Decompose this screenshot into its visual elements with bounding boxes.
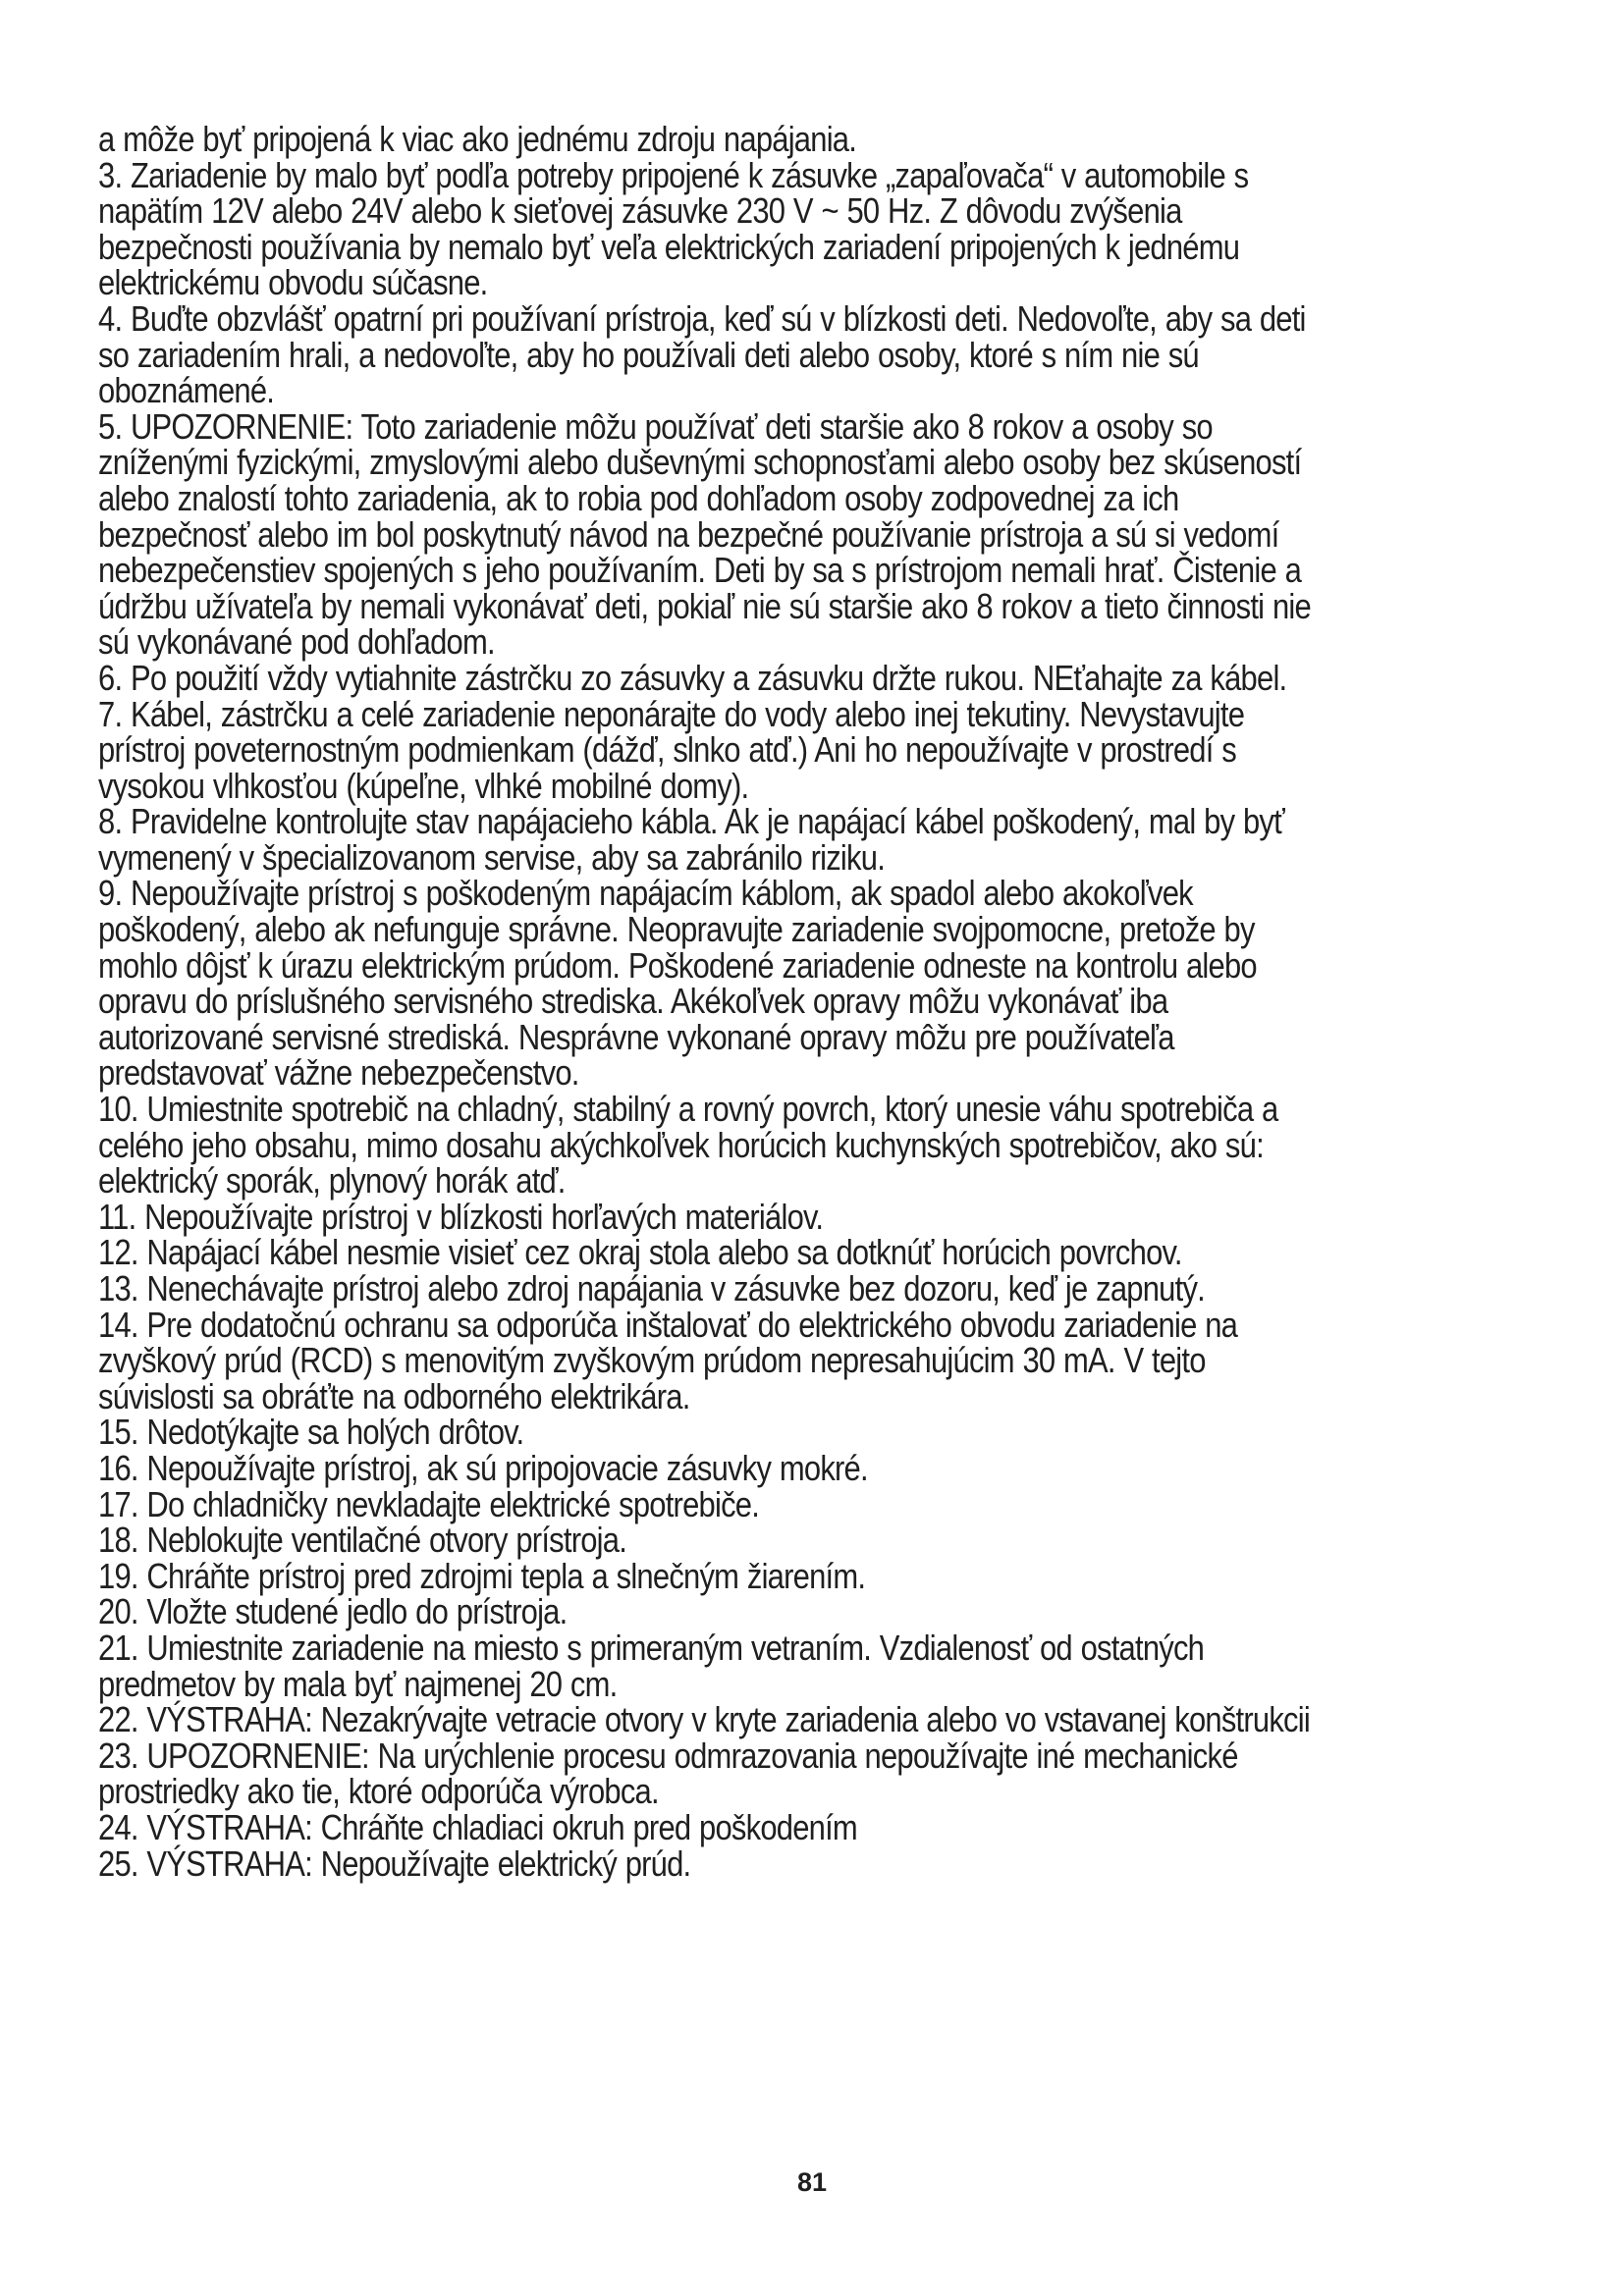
instruction-item-6: 6. Po použití vždy vytiahnite zástrčku zo zásuvky a zásuvku držte rukou. NEťahajte za kábel. bbox=[98, 657, 1287, 698]
instruction-item-4: 4. Buďte obzvlášť opatrní pri používaní prístroja, keď sú v blízkosti deti. Nedovoľte, aby sa deti so zariadením hrali, a nedovoľte, aby ho používali deti alebo osoby, ktoré s ním nie sú oboznámené. bbox=[98, 297, 1306, 411]
instruction-item-25: 25. VÝSTRAHA: Nepoužívajte elektrický prúd. bbox=[98, 1842, 691, 1884]
instruction-item-24: 24. VÝSTRAHA: Chráňte chladiaci okruh pred poškodením bbox=[98, 1806, 857, 1847]
instruction-item-12: 12. Napájací kábel nesmie visieť cez okraj stola alebo sa dotknúť horúcich povrchov. bbox=[98, 1232, 1182, 1273]
instructions-text-block bbox=[98, 119, 1314, 1884]
instruction-item-21: 21. Umiestnite zariadenie na miesto s primeraným vetraním. Vzdialenosť od ostatných predmetov by mala byť najmenej 20 cm. bbox=[98, 1627, 1205, 1704]
paragraph-continuation: a môže byť pripojená k viac ako jednému zdroju napájania. bbox=[98, 119, 857, 159]
instruction-item-23: 23. UPOZORNENIE: Na urýchlenie procesu odmrazovania nepoužívajte iné mechanické prostriedky ako tie, ktoré odporúča výrobca. bbox=[98, 1735, 1238, 1812]
instruction-item-8: 8. Pravidelne kontrolujte stav napájacieho kábla. Ak je napájací kábel poškodený, mal by byť vymenený v špecializovanom servise, aby sa zabránilo riziku. bbox=[98, 801, 1284, 878]
instruction-item-11: 11. Nepoužívajte prístroj v blízkosti horľavých materiálov. bbox=[98, 1196, 824, 1237]
instruction-item-9: 9. Nepoužívajte prístroj s poškodeným napájacím káblom, ak spadol alebo akokoľvek poškodený, alebo ak nefunguje správne. Neopravujte zariadenie svojpomocne, pretože by mohlo dôjsť k úrazu elektrickým prúdom. Poškodené zariadenie odneste na kontrolu alebo opravu do príslušného servisného strediska. Akékoľvek opravy môžu vykonávať iba autorizované servisné strediská. Nesprávne vykonané opravy môžu pre používateľa predstavovať vážne nebezpečenstvo. bbox=[98, 873, 1257, 1094]
instruction-item-13: 13. Nenechávajte prístroj alebo zdroj napájania v zásuvke bez dozoru, keď je zapnutý. bbox=[98, 1268, 1205, 1308]
page-number: 81 bbox=[796, 2167, 828, 2197]
instruction-item-22: 22. VÝSTRAHA: Nezakrývajte vetracie otvory v kryte zariadenia alebo vo vstavanej konštrukcii bbox=[98, 1699, 1310, 1740]
instruction-item-15: 15. Nedotýkajte sa holých drôtov. bbox=[98, 1412, 524, 1453]
instruction-item-19: 19. Chráňte prístroj pred zdrojmi tepla a slnečným žiarením. bbox=[98, 1555, 866, 1596]
instruction-item-14: 14. Pre dodatočnú ochranu sa odporúča inštalovať do elektrického obvodu zariadenie na zvyškový prúd (RCD) s menovitým zvyškovým prúdom nepresahujúcim 30 mA. V tejto súvislosti sa obráťte na odborného elektrikára. bbox=[98, 1304, 1238, 1416]
instruction-item-16: 16. Nepoužívajte prístroj, ak sú pripojovacie zásuvky mokré. bbox=[98, 1447, 868, 1488]
instruction-item-20: 20. Vložte studené jedlo do prístroja. bbox=[98, 1591, 568, 1632]
instruction-item-7: 7. Kábel, zástrčku a celé zariadenie neponárajte do vody alebo inej tekutiny. Nevystavujte prístroj poveternostným podmienkam (dážď, slnko atď.) Ani ho nepoužívajte v prostredí s vysokou vlhkosťou (kúpeľne, vlhké mobilné domy). bbox=[98, 693, 1245, 806]
instruction-item-17: 17. Do chladničky nevkladajte elektrické spotrebiče. bbox=[98, 1483, 760, 1524]
instruction-item-5: 5. UPOZORNENIE: Toto zariadenie môžu používať deti staršie ako 8 rokov a osoby so zníženými fyzickými, zmyslovými alebo duševnými schopnosťami alebo osoby bez skúseností alebo znalostí tohto zariadenia, ak to robia pod dohľadom osoby zodpovednej za ich bezpečnosť alebo im bol poskytnutý návod na bezpečné používanie prístroja a sú si vedomí nebezpečenstiev spojených s jeho používaním. Deti by sa s prístrojom nemali hrať. Čistenie a údržbu užívateľa by nemali vykonávať deti, pokiaľ nie sú staršie ako 8 rokov a tieto činnosti nie sú vykonávané pod dohľadom. bbox=[98, 405, 1311, 663]
instruction-item-18: 18. Neblokujte ventilačné otvory prístroja. bbox=[98, 1520, 627, 1561]
instruction-item-10: 10. Umiestnite spotrebič na chladný, stabilný a rovný povrch, ktorý unesie váhu spotrebiča a celého jeho obsahu, mimo dosahu akýchkoľvek horúcich kuchynských spotrebičov, ako sú: elektrický sporák, plynový horák atď. bbox=[98, 1089, 1278, 1201]
instruction-item-3: 3. Zariadenie by malo byť podľa potreby pripojené k zásuvke „zapaľovača“ v automobile s napätím 12V alebo 24V alebo k sieťovej zásuvke 230 V ~ 50 Hz. Z dôvodu zvýšenia bezpečnosti používania by nemalo byť veľa elektrických zariadení pripojených k jednému elektrickému obvodu súčasne. bbox=[98, 154, 1249, 303]
